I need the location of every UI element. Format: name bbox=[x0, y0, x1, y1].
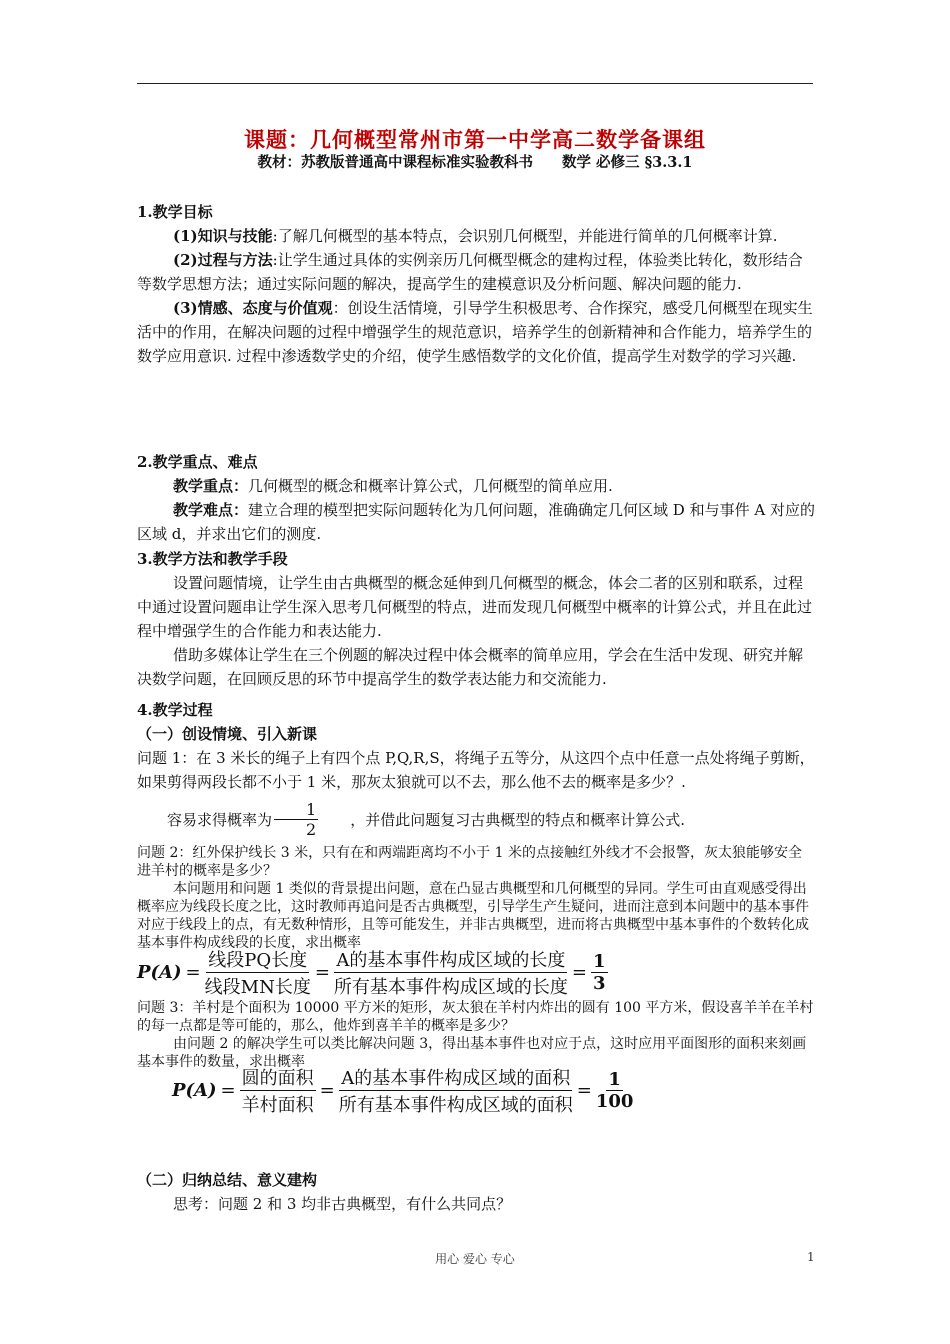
page-footer: 用心 爱心 专心 bbox=[435, 1252, 515, 1266]
section-heading: 4.教学过程 bbox=[137, 701, 213, 719]
fraction: $\frac{1}{3}$ bbox=[593, 951, 606, 994]
fraction: $\frac{\text{A的基本事件构成区域的长度}}{\text{所有基本事件构成区域的长度}}$ bbox=[334, 946, 568, 999]
page-number: 1 bbox=[807, 1250, 815, 1264]
fraction: $\frac{\text{线段PQ长度}}{\text{线段MN长度}}$ bbox=[205, 946, 311, 999]
fraction: $\frac{\text{圆的面积}}{\text{羊村面积}}$ bbox=[240, 1064, 316, 1117]
section-methods bbox=[137, 547, 815, 691]
paragraph: (2)过程与方法:让学生通过具体的实例亲历几何概型概念的建构过程，体验类比转化，数形结合等数学思想方法；通过实际问题的解决，提高学生的建模意识及分析问题、解决问题的能力. bbox=[137, 251, 803, 293]
question-2-block bbox=[137, 844, 815, 952]
section-summary bbox=[137, 1168, 815, 1216]
section-process bbox=[137, 698, 815, 794]
formula-area: P(A) = $\frac{\text{圆的面积}}{\text{羊村面积}}$ = $\frac{\text{A的基本事件构成区域的面积}}{\text{所有基本事件构成区域的面积}}$ = $\frac{1}{100}$ bbox=[172, 1064, 633, 1117]
paragraph: 由问题 2 的解决学生可以类比解决问题 3，得出基本事件也对应于点，这时应用平面图形的面积来刻画基本事件的数量，求出概率 bbox=[137, 1036, 807, 1070]
section-heading: 3.教学方法和教学手段 bbox=[137, 550, 288, 568]
paragraph: 思考：问题 2 和 3 均非古典概型，有什么共同点？ bbox=[173, 1195, 512, 1213]
section-heading: 2.教学重点、难点 bbox=[137, 453, 258, 471]
subsection-heading: （二）归纳总结、意义建构 bbox=[137, 1171, 318, 1189]
section-key-points bbox=[137, 450, 815, 546]
page-title: 课题：几何概型常州市第一中学高二数学备课组 bbox=[244, 127, 706, 152]
section-heading: 1.教学目标 bbox=[137, 203, 213, 221]
question-1-answer: 容易求得概率为 $\frac{1}{2}$ ，并借此问题复习古典概型的特点和概率计算公式. bbox=[167, 800, 685, 839]
fraction: $\frac{1}{100}$ bbox=[595, 1069, 634, 1112]
formula-length: P(A) = $\frac{\text{线段PQ长度}}{\text{线段MN长度}}$ = $\frac{\text{A的基本事件构成区域的长度}}{\text{所有基本事件构成区域的长度}}$ = $\frac{1}{3}$ bbox=[137, 946, 608, 999]
section-objectives bbox=[137, 200, 815, 368]
textbook-line: 教材：苏教版普通高中课程标准实验教科书 数学 必修三 §3.3.1 bbox=[257, 154, 693, 171]
question-3-block bbox=[137, 999, 815, 1071]
paragraph: 教学重点：几何概型的概念和概率计算公式，几何概型的简单应用. bbox=[173, 477, 613, 495]
question-2: 问题 2：红外保护线长 3 米，只有在和两端距离均不小于 1 米的点接触红外线才不会报警，灰太狼能够安全进羊村的概率是多少？ bbox=[137, 845, 802, 879]
paragraph: 本问题用和问题 1 类似的背景提出问题，意在凸显古典概型和几何概型的异同。学生可由直观感受得出概率应为线段长度之比，这时教师再追问是否古典概型，引导学生产生疑问，进而注意到本问题中的基本事件对应于线段上的点，有无数种情形，且等可能发生，并非古典概型，进而将古典概型中基本事件的个数转化成基本事件构成线段的长度，求出概率 bbox=[137, 881, 809, 951]
paragraph: (1)知识与技能:了解几何概型的基本特点，会识别几何概型，并能进行简单的几何概率计算. bbox=[173, 227, 778, 245]
question-1: 问题 1：在 3 米长的绳子上有四个点 P,Q,R,S，将绳子五等分，从这四个点中任意一点处将绳子剪断，如果剪得两段长都不小于 1 米，那灰太狼就可以不去，那么他不去的概率是多少？. bbox=[137, 749, 815, 791]
header-rule bbox=[137, 83, 813, 84]
subsection-heading: （一）创设情境、引入新课 bbox=[137, 725, 318, 743]
question-3: 问题 3：羊村是个面积为 10000 平方米的矩形，灰太狼在羊村内炸出的圆有 100 平方米，假设喜羊羊在羊村的每一点都是等可能的，那么，他炸到喜羊羊的概率是多少？ bbox=[137, 1000, 814, 1034]
fraction: $\frac{1}{2}$ bbox=[274, 800, 318, 839]
fraction: $\frac{\text{A的基本事件构成区域的面积}}{\text{所有基本事件构成区域的面积}}$ bbox=[339, 1064, 573, 1117]
paragraph: 借助多媒体让学生在三个例题的解决过程中体会概率的简单应用，学会在生活中发现、研究并解决数学问题，在回顾反思的环节中提高学生的数学表达能力和交流能力. bbox=[137, 646, 804, 688]
paragraph: 设置问题情境，让学生由古典概型的概念延伸到几何概型的概念，体会二者的区别和联系，过程中通过设置问题串让学生深入思考几何概型的特点，进而发现几何概型中概率的计算公式，并且在此过程中增强学生的合作能力和表达能力. bbox=[137, 574, 813, 640]
paragraph: 教学难点：建立合理的模型把实际问题转化为几何问题，准确确定几何区域 D 和与事件 A 对应的区域 d，并求出它们的测度. bbox=[137, 501, 815, 543]
paragraph: (3)情感、态度与价值观：创设生活情境，引导学生积极思考、合作探究，感受几何概型在现实生活中的作用，在解决问题的过程中增强学生的规范意识，培养学生的创新精神和合作能力，培养学生的数学应用意识. 过程中渗透数学史的介绍，使学生感悟数学的文化价值，提高学生对数学的学习兴趣. bbox=[137, 299, 813, 365]
